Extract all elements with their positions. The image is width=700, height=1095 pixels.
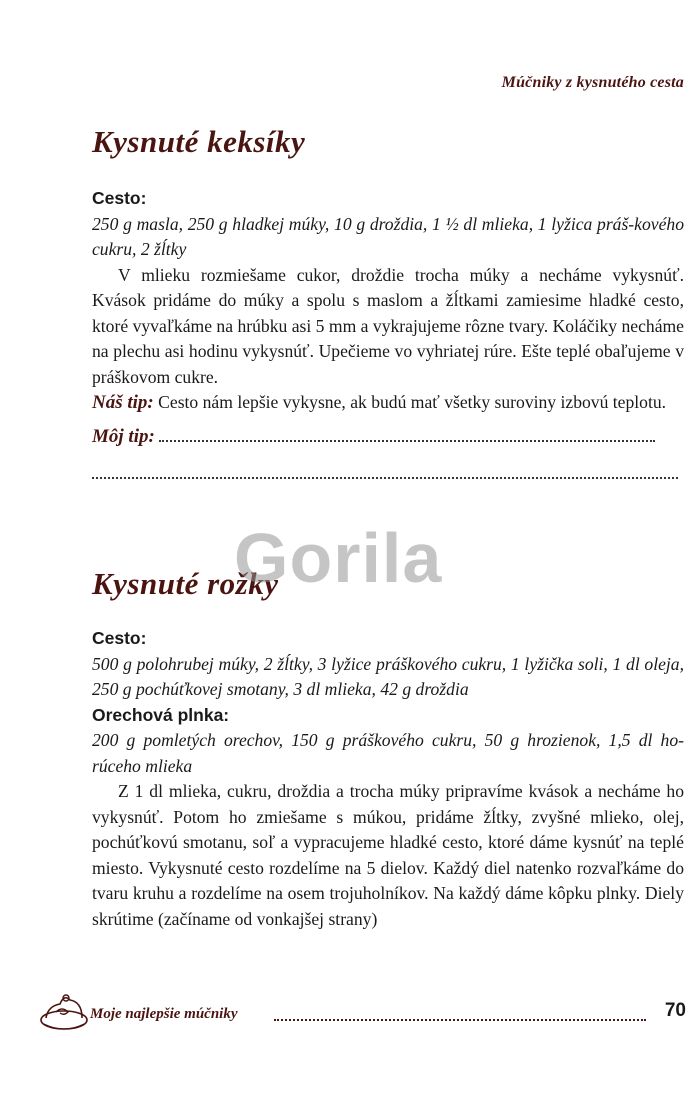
ingredients-text: 500 g polohrubej múky, 2 žĺtky, 3 lyžice práškového cukru, 1 lyžička soli, 1 dl oleja, 250 g pochúťkovej smotany, 3 dl mlieka, 42 g droždia — [92, 653, 684, 699]
watermark: Gorila — [234, 519, 443, 597]
our-tip-label: Náš tip: — [92, 392, 154, 413]
footer-book-title: Moje najlepšie múčniky — [90, 1006, 238, 1022]
method-text: Z 1 dl mlieka, cukru, droždia a trocha múky pripravíme kvások a necháme ho vykysnúť. Potom ho zmiešame s múkou, pridáme žĺtky, zvyšné mlieko, olej, pochúťkovú smotanu, soľ a vypracujeme hladké cesto, ktoré dáme kysnúť na teplé miesto. Vykysnuté cesto rozdelíme na 5 dielov. Každý diel natenko rozvaľkáme do tvaru kruhu a rozdelíme na osem trojuholníkov. Na každý dáme kôpku plnky. Diely skrútime (začíname od vonkajšej strany) — [92, 781, 684, 929]
my-tip-label: Môj tip: — [92, 425, 155, 447]
dough-label: Cesto: — [92, 628, 147, 648]
our-tip — [92, 390, 684, 416]
my-tip-dotted-line-2 — [92, 476, 678, 479]
method-text: V mlieku rozmiešame cukor, droždie trocha múky a necháme vykysnúť. Kvások pridáme do múky a spolu s maslom a žĺtkami zamiesime hladké cesto, ktoré vyvaľkáme na hrúbku asi 5 mm a vykrajujeme rôzne tvary. Koláčiky necháme na plechu asi hodinu vykysnúť. Upečieme vo vyhriatej rúre. Ešte teplé obaľujeme v práškovom cukre. — [92, 264, 684, 387]
our-tip-text: Cesto nám lepšie vykysne, ak budú mať všetky suroviny izbovú teplotu. — [158, 392, 667, 412]
ingredients-text: 250 g masla, 250 g hladkej múky, 10 g droždia, 1 ½ dl mlieka, 1 lyžica práš-kového cukru, 2 žĺtky — [92, 213, 684, 259]
filling-label: Orechová plnka: — [92, 704, 230, 725]
my-tip-dotted-line — [159, 439, 655, 442]
recipe-body-rozky — [92, 626, 684, 932]
cake-logo-icon — [38, 988, 90, 1032]
filling-ingredients-text: 200 g pomletých orechov, 150 g práškového cukru, 50 g hrozienok, 1,5 dl ho-rúceho mlieka — [92, 730, 684, 776]
running-head: Múčniky z kysnutého cesta — [501, 74, 684, 91]
my-tip-line — [92, 424, 684, 450]
recipe-body-keksiky — [92, 186, 684, 487]
my-tip-second-line — [92, 461, 684, 487]
footer-dotted-line — [274, 1019, 646, 1021]
page-number: 70 — [664, 1000, 686, 1021]
page-footer — [38, 988, 686, 1038]
dough-label: Cesto: — [92, 188, 147, 208]
recipe-title-rozky: Kysnuté rožky — [92, 566, 279, 601]
recipe-title-keksiky: Kysnuté keksíky — [92, 124, 306, 159]
